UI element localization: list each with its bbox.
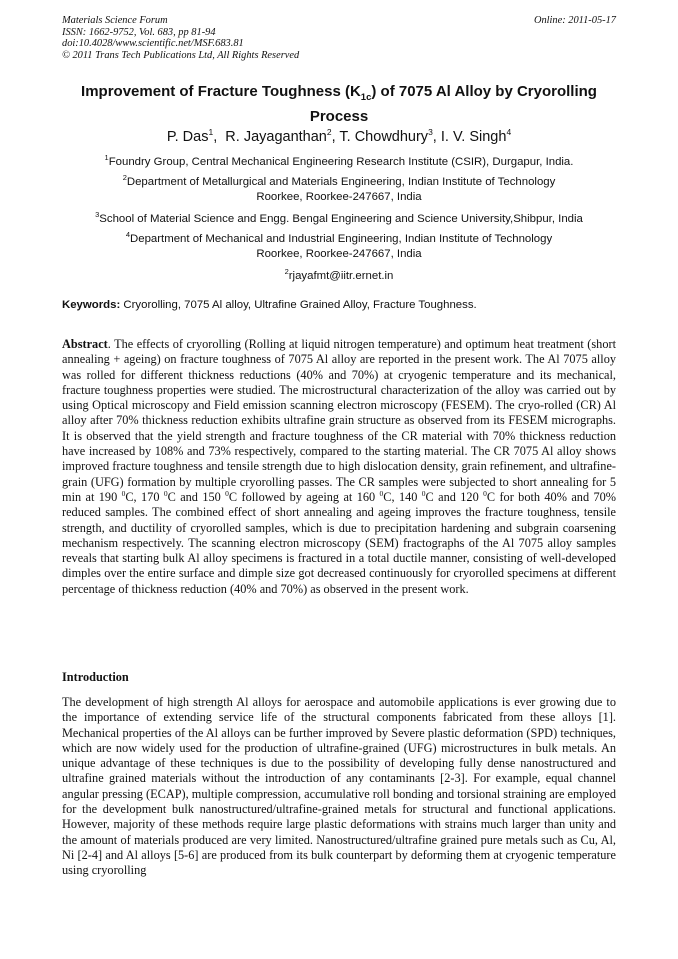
title-part-1: Improvement of Fracture Toughness (K <box>81 83 361 100</box>
affil-text: Foundry Group, Central Mechanical Engineering Research Institute (CSIR), Durgapur, India. <box>108 155 574 168</box>
affil-text-line2: Roorkee, Roorkee-247667, India <box>256 190 422 203</box>
affil-text: Department of Mechanical and Industrial Engineering, Indian Institute of Technology <box>130 232 553 245</box>
journal-issn: ISSN: 1662-9752, Vol. 683, pp 81-94 <box>62 26 216 38</box>
abstract-text: C, 140 <box>383 489 422 504</box>
keywords-text: Cryorolling, 7075 Al alloy, Ultrafine Grained Alloy, Fracture Toughness. <box>120 299 477 311</box>
author-name: R. Jayaganthan <box>225 128 327 145</box>
author-name: I. V. Singh <box>440 128 507 145</box>
affil-mark: 1 <box>104 153 109 162</box>
corresponding-email <box>62 264 616 284</box>
keywords <box>62 298 616 313</box>
abstract <box>62 337 616 597</box>
abstract-text: C followed by ageing at 160 <box>228 489 380 504</box>
abstract-text: C, 170 <box>125 489 164 504</box>
author-name: T. Chowdhury <box>339 128 429 145</box>
degree-mark: 0 <box>483 488 487 498</box>
affil-mark: 3 <box>95 210 100 219</box>
keywords-label: Keywords: <box>62 299 121 311</box>
affil-text: Department of Metallurgical and Materials Engineering, Indian Institute of Technology <box>126 175 556 188</box>
author-affil-mark: 1 <box>208 127 214 137</box>
email-mark: 2 <box>284 267 289 276</box>
degree-mark: 0 <box>121 488 126 498</box>
journal-copyright: © 2011 Trans Tech Publications Ltd, All Rights Reserved <box>62 49 300 61</box>
affiliation-2 <box>62 170 616 205</box>
author-list: P. Das$^1$, R. Jayaganthan$^2$, T. Chowdhury$^3$, I. V. Singh$^4$ <box>166 127 512 145</box>
affiliation-4 <box>62 227 616 262</box>
abstract-text: C for both 40% and 70% reduced samples. The combined effect of short annealing and ageing improves the fracture toughness, tensile strength, and ductility of cryorolled samples, which is due to precipitation hardening and subgrain coarsening mechanism respectively. The scanning electron microscopy (SEM) fractographs of the Al 7075 alloy samples reveals that starting bulk Al alloy specimens is fractured in a total ductile manner, consisting of well-developed dimples over the entire surface and dimple size got decreased continuously for cryorolled specimens at different percentage of thickness reduction (40% and 70%) as observed in the present work. <box>62 489 617 596</box>
degree-mark: 0 <box>163 488 168 498</box>
title-part-2: ) of 7075 Al Alloy by Cryorolling Process <box>309 83 597 125</box>
author-affil-mark: 3 <box>428 127 433 137</box>
degree-mark: 0 <box>225 488 229 498</box>
affil-mark: 4 <box>125 230 131 239</box>
introduction-text: The development of high strength Al alloys for aerospace and automobile applications is ever growing due to the importance of extending service life of the structural components fabricated from these alloys [1]. Mechanical properties of the Al alloys can be further improved by Severe plastic deformation (SPD) techniques, which are now widely used for the production of ultrafine-grained (UFG) microstructures in bulk metals. An unique advantage of these techniques is due to the possibility of developing fully dense nanostructured and ultrafine grained materials without the introduction of any contaminants [2-3]. For example, equal channel angular pressing (ECAP), multiple compression, accumulative roll bonding and torsional straining are employed for the development bulk nanostructured/ultrafine-grained metals for structural and functional applications. However, majority of these methods require large plastic deformations with strains much larger than unity and the amount of materials produced are very limited. Nanostructured/ultrafine grained pure metals such as Cu, Al, Ni [2-4] and Al alloys [5-6] are produced from its bulk counterpart by deforming them at cryogenic temperature using cryorolling <box>62 695 616 878</box>
online-date: Online: 2011-05-17 <box>533 15 616 26</box>
title-subscript: 1c <box>360 92 372 103</box>
affil-text: School of Material Science and Engg. Bengal Engineering and Science University,Shibpur, India <box>99 212 583 225</box>
affiliation-1 <box>62 150 616 170</box>
paper-title <box>62 82 616 126</box>
author-name: P. Das <box>166 128 209 145</box>
affil-text-line2: Roorkee, Roorkee-247667, India <box>256 247 422 260</box>
section-heading-introduction: Introduction <box>62 670 129 684</box>
journal-header <box>62 15 616 61</box>
journal-name: Materials Science Forum <box>62 15 168 26</box>
abstract-text: C and 120 <box>425 489 484 504</box>
email-address: rjayafmt@iitr.ernet.in <box>288 269 394 282</box>
affiliation-3 <box>62 207 616 227</box>
abstract-text: C and 150 <box>167 489 226 504</box>
author-affil-mark: 4 <box>506 127 512 137</box>
degree-mark: 0 <box>379 488 384 498</box>
affil-mark: 2 <box>122 173 127 182</box>
abstract-text: . The effects of cryorolling (Rolling at liquid nitrogen temperature) and optimum heat treatment (short annealing + ageing) on fracture toughness of 7075 Al alloy are reported in the present work. The Al 7075 alloy was rolled for different thickness reductions (40% and 70%) at cryogenic temperature and its mechanical, fracture toughness properties were studied. The microstructural characterization of the alloy was carried out by using Optical microscopy and Field emission scanning electron microscopy (FESEM). The cryo-rolled (CR) Al alloy after 70% thickness reduction exhibits ultrafine grain structure as observed from its FESEM micrographs. It is observed that the yield strength and fracture toughness of the CR material with 70% thickness reduction have increased by 108% and 73% respectively, compared to the starting material. The CR 7075 Al alloy shows improved fracture toughness and tensile strength due to high dislocation density, grain refinement, and ultrafine-grain (UFG) formation by multiple cryorolling passes. The CR samples were subjected to short annealing for 5 min at 190 <box>62 337 616 504</box>
journal-doi: doi:10.4028/www.scientific.net/MSF.683.81 <box>62 38 244 50</box>
abstract-label: Abstract <box>62 337 108 351</box>
author-affil-mark: 2 <box>326 127 332 137</box>
degree-mark: 0 <box>421 488 426 498</box>
